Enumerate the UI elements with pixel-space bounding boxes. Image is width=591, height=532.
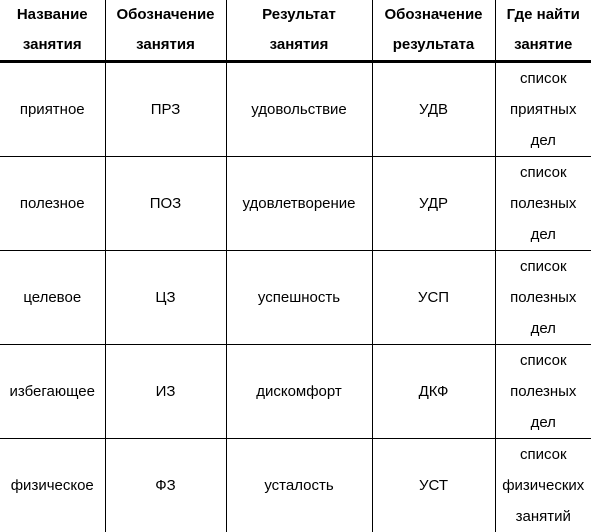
header-result-code <box>372 0 495 62</box>
cell-result-code: УДВ <box>372 62 495 157</box>
header-activity-name <box>0 0 105 62</box>
table-row <box>0 157 591 251</box>
header-text: занятия <box>108 30 224 60</box>
cell-activity-result: усталость <box>226 439 372 532</box>
cell-activity-code: ЦЗ <box>105 251 226 345</box>
cell-result-code: УСТ <box>372 439 495 532</box>
table-header <box>0 0 591 62</box>
cell-activity-result: удовлетворение <box>226 157 372 251</box>
header-text: занятия <box>2 30 103 60</box>
cell-activity-result: удовольствие <box>226 62 372 157</box>
where-text: список <box>498 439 590 470</box>
table-row <box>0 251 591 345</box>
where-text: приятных <box>498 94 590 125</box>
cell-where-to-find <box>495 345 591 439</box>
where-text: занятий <box>498 501 590 532</box>
header-activity-code <box>105 0 226 62</box>
cell-result-code: УСП <box>372 251 495 345</box>
where-text: список <box>498 63 590 94</box>
cell-where-to-find <box>495 62 591 157</box>
table-row <box>0 62 591 157</box>
cell-activity-code: ИЗ <box>105 345 226 439</box>
cell-activity-name: приятное <box>0 62 105 157</box>
where-text: список <box>498 157 590 188</box>
cell-result-code: УДР <box>372 157 495 251</box>
where-text: дел <box>498 219 590 250</box>
header-text: занятие <box>498 30 590 60</box>
where-text: дел <box>498 407 590 438</box>
header-text: Обозначение <box>108 0 224 30</box>
cell-activity-code: ПРЗ <box>105 62 226 157</box>
table-row <box>0 439 591 532</box>
table-body <box>0 62 591 532</box>
cell-activity-code: ПОЗ <box>105 157 226 251</box>
cell-activity-name: целевое <box>0 251 105 345</box>
header-activity-result <box>226 0 372 62</box>
cell-result-code: ДКФ <box>372 345 495 439</box>
where-text: список <box>498 345 590 376</box>
table-row <box>0 345 591 439</box>
where-text: полезных <box>498 188 590 219</box>
where-text: полезных <box>498 282 590 313</box>
header-text: результата <box>375 30 493 60</box>
cell-where-to-find <box>495 157 591 251</box>
cell-activity-name: избегающее <box>0 345 105 439</box>
where-text: полезных <box>498 376 590 407</box>
cell-activity-code: ФЗ <box>105 439 226 532</box>
header-text: Где найти <box>498 0 590 30</box>
where-text: список <box>498 251 590 282</box>
where-text: дел <box>498 125 590 156</box>
header-text: Обозначение <box>375 0 493 30</box>
cell-activity-result: успешность <box>226 251 372 345</box>
header-where-to-find <box>495 0 591 62</box>
cell-activity-name: полезное <box>0 157 105 251</box>
header-text: Название <box>2 0 103 30</box>
cell-activity-result: дискомфорт <box>226 345 372 439</box>
where-text: физических <box>498 470 590 501</box>
cell-where-to-find <box>495 439 591 532</box>
cell-where-to-find <box>495 251 591 345</box>
header-text: занятия <box>229 30 370 60</box>
cell-activity-name: физическое <box>0 439 105 532</box>
header-row <box>0 0 591 62</box>
header-text: Результат <box>229 0 370 30</box>
where-text: дел <box>498 313 590 344</box>
